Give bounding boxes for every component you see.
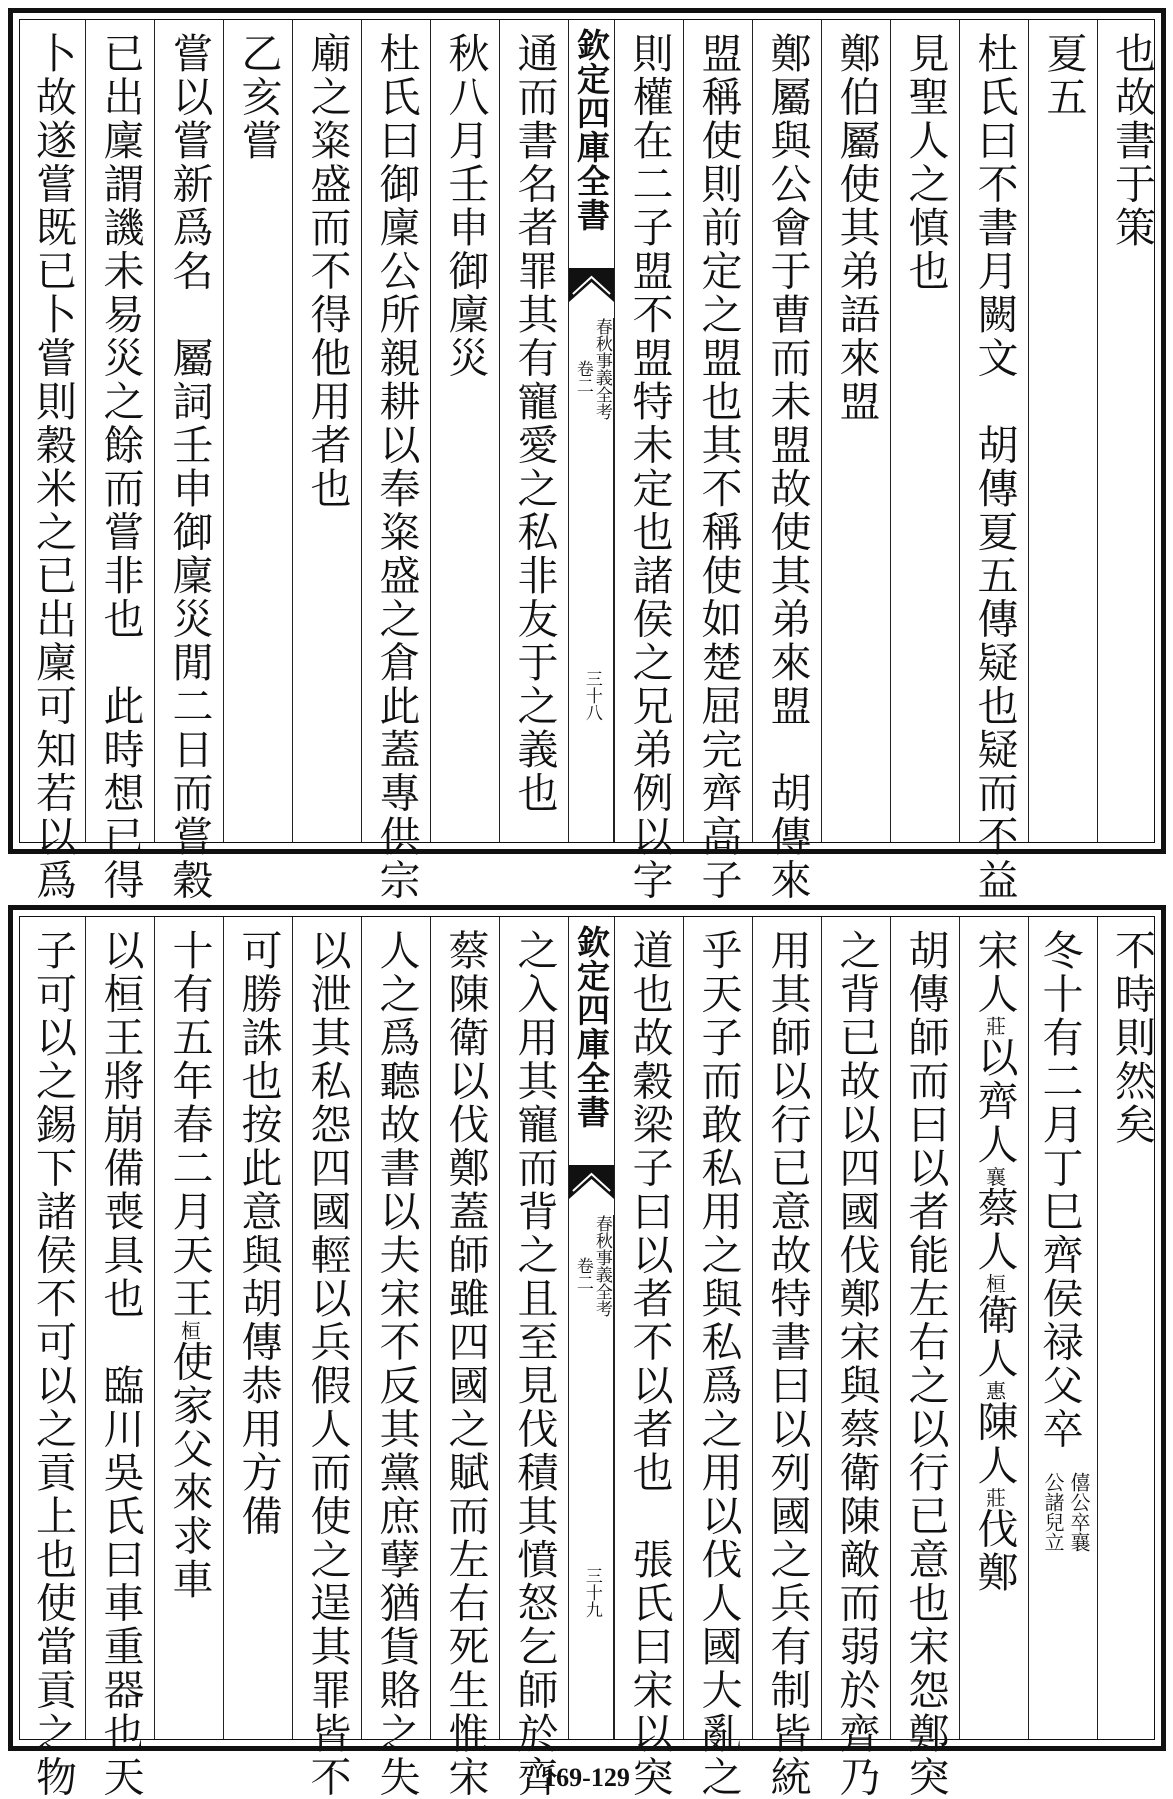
top-col-8 — [614, 20, 683, 902]
text-column: 通而書名者罪其有寵愛之私非友于之義也 — [510, 32, 559, 815]
top-col-2 — [1028, 20, 1097, 842]
work-title: 春秋事義全考 — [591, 1215, 612, 1317]
text-main: 蔡人 — [970, 1186, 1019, 1274]
text-main: 冬十有二月丁巳齊侯禄父卒 — [1035, 929, 1084, 1451]
annotation-text: 桓 — [982, 1273, 1007, 1294]
bottom-col-4 — [890, 917, 959, 1799]
bottom-col-5 — [821, 917, 890, 1799]
text-main: 使家父來求車 — [165, 1340, 214, 1602]
banner-rule — [613, 318, 614, 842]
volume-label: 卷二 — [572, 360, 593, 394]
folio-number: 三十八 — [581, 670, 602, 721]
annotation-right — [1069, 1472, 1089, 1552]
annotation-text: 莊 — [982, 1016, 1007, 1036]
bottom-col-10 — [430, 917, 499, 1799]
text-column: 不時則然矣 — [1108, 929, 1156, 1147]
text-column: 也故書于策 — [1108, 32, 1156, 250]
text-main: 伐鄭 — [970, 1507, 1019, 1595]
text-column: 用其師以行已意故特書曰以列國之兵有制皆統 — [763, 929, 812, 1799]
top-col-5 — [821, 20, 890, 842]
text-column: 鄭伯屬使其弟語來盟 — [832, 32, 881, 424]
text-column — [970, 929, 1019, 1595]
text-column: 人之爲聽故書以夫宋不反其黨庶孽猶貨賂之失 — [372, 929, 421, 1799]
top-page-frame — [19, 19, 1156, 902]
top-banner — [568, 20, 614, 842]
bottom-col-11 — [361, 917, 430, 1799]
annotation-text: 桓 — [177, 1320, 202, 1341]
fish-tail-ornament — [569, 268, 614, 302]
annotation-text: 卒襄 — [1067, 1512, 1091, 1552]
text-column: 乎天子而敢私用之與私爲之用以伐人國大亂之 — [694, 929, 743, 1799]
top-col-9 — [499, 20, 568, 842]
volume-label: 卷二 — [572, 1257, 593, 1291]
text-column: 盟稱使則前定之盟也其不稱使如楚屈完齊高子 — [694, 32, 743, 902]
annotation-left — [1043, 1472, 1063, 1552]
text-column: 道也故穀梁子曰以者不以者也 張氏曰宋以突 — [625, 929, 674, 1799]
top-col-10 — [430, 20, 499, 842]
text-column: 蔡陳衛以伐鄭蓋師雖四國之賦而左右死生惟宋 — [441, 929, 490, 1799]
text-column: 乙亥嘗 — [234, 32, 283, 163]
top-col-11 — [361, 20, 430, 902]
bottom-col-8 — [614, 917, 683, 1799]
top-col-7 — [683, 20, 752, 902]
top-col-12 — [292, 20, 361, 842]
top-col-13 — [223, 20, 292, 842]
top-col-3 — [959, 20, 1028, 902]
work-title: 春秋事義全考 — [591, 318, 612, 420]
bottom-col-9 — [499, 917, 568, 1799]
text-column: 則權在二子盟不盟特未定也諸侯之兄弟例以字 — [625, 32, 674, 902]
annotation-text: 襄 — [982, 1166, 1007, 1187]
text-column: 子可以之錫下諸侯不可以之貢上也使當貢之物 — [29, 929, 77, 1799]
text-main: 十有五年春二月天王 — [165, 929, 214, 1321]
text-column: 夏五 — [1039, 32, 1088, 119]
top-col-6 — [752, 20, 821, 902]
bottom-col-3 — [959, 917, 1028, 1739]
bottom-col-6 — [752, 917, 821, 1799]
folio-number: 三十九 — [581, 1567, 602, 1618]
text-main: 陳人 — [970, 1400, 1019, 1488]
book-title: 欽定四庫全書 — [572, 28, 611, 232]
text-column: 杜氏曰御廩公所親耕以奉粢盛之倉此蓋專供宗 — [372, 32, 421, 902]
text-column: 杜氏曰不書月闕文 胡傳夏五傳疑也疑而不益 — [970, 32, 1019, 902]
text-column: 秋八月壬申御廩災 — [441, 32, 490, 380]
annotation-text: 兒立 — [1041, 1512, 1065, 1552]
text-column: 以桓王將崩備喪具也 臨川吳氏曰車重器也天 — [96, 929, 145, 1799]
banner-rule — [613, 1215, 614, 1739]
bottom-col-13 — [223, 917, 292, 1739]
bottom-col-2 — [1028, 917, 1097, 1739]
book-title: 欽定四庫全書 — [572, 925, 611, 1129]
text-column: 卜故遂嘗既已卜嘗則穀米之已出廩可知若以爲 — [29, 32, 77, 902]
bottom-col-7 — [683, 917, 752, 1799]
bottom-col-1 — [1097, 917, 1165, 1739]
annotation-text: 僖公 — [1067, 1472, 1091, 1512]
top-col-16 — [20, 20, 85, 902]
text-column: 廟之粢盛而不得他用者也 — [303, 32, 352, 511]
bottom-col-14 — [154, 917, 223, 1739]
top-col-15 — [85, 20, 154, 902]
top-col-1 — [1097, 20, 1165, 842]
text-column: 之背已故以四國伐鄭宋與蔡衛陳敵而弱於齊乃 — [832, 929, 881, 1799]
text-column: 以泄其私怨四國輕以兵假人而使之逞其罪皆不 — [303, 929, 352, 1799]
bottom-col-15 — [85, 917, 154, 1799]
text-column — [1035, 929, 1084, 1451]
text-column — [165, 929, 214, 1602]
text-column: 可勝誅也按此意與胡傳恭用方備 — [234, 929, 283, 1538]
text-column: 已出廩謂譏未易災之餘而嘗非也 此時想已得 — [96, 32, 145, 902]
annotation-text: 莊 — [982, 1487, 1007, 1508]
top-col-4 — [890, 20, 959, 842]
text-column: 嘗以嘗新爲名 屬詞壬申御廩災閒二日而嘗穀 — [165, 32, 214, 902]
top-page — [8, 8, 1166, 902]
page-number: 169-129 — [543, 1763, 630, 1792]
fish-tail-ornament — [569, 1165, 614, 1199]
text-main: 宋人 — [970, 929, 1019, 1016]
text-main: 衛人 — [970, 1293, 1019, 1381]
bottom-col-16 — [20, 917, 85, 1799]
top-col-14 — [154, 20, 223, 902]
text-main: 以齊人 — [970, 1036, 1019, 1167]
annotation-text: 惠 — [982, 1380, 1007, 1401]
bottom-banner — [568, 917, 614, 1739]
text-column: 胡傳師而曰以者能左右之以行已意也宋怨鄭突 — [901, 929, 950, 1799]
annotation-text: 公諸 — [1041, 1472, 1065, 1512]
bottom-col-12 — [292, 917, 361, 1799]
text-column: 鄭屬與公會于曹而未盟故使其弟來盟 胡傳來 — [763, 32, 812, 902]
text-column: 之入用其寵而背之且至見伐積其憤怒乞師於齊 — [510, 929, 559, 1799]
text-column: 見聖人之慎也 — [901, 32, 950, 293]
